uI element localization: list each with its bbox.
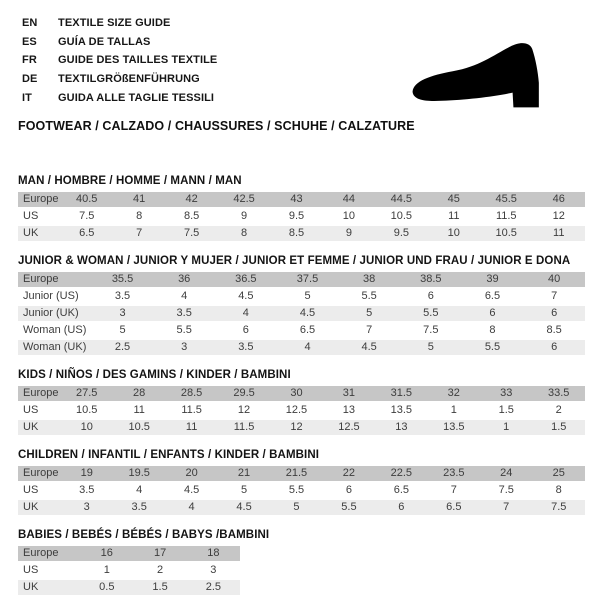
table-row [18,386,585,403]
table-row [18,289,585,306]
size-cell: 29.5 [218,386,270,403]
size-cell: 12.5 [323,420,375,437]
size-cell: 6 [523,340,585,357]
size-cell: 33 [480,386,532,403]
table-row [18,226,585,243]
size-cell: 5.5 [270,483,322,500]
language-label: GUIDE DES TAILLES TEXTILE [58,54,218,67]
size-cell: 4.5 [277,306,339,323]
table-row [18,420,585,437]
table-row [18,403,585,420]
size-cell: 28 [113,386,165,403]
size-cell: 3 [92,306,154,323]
size-cell: 6.5 [277,323,339,340]
size-cell: 11.5 [218,420,270,437]
size-cell: 31.5 [375,386,427,403]
size-table-man [18,192,585,243]
size-cell: 9 [218,209,270,226]
size-cell: 6.5 [462,289,524,306]
size-cell: 42.5 [218,192,270,209]
size-cell: 20 [165,466,217,483]
size-cell: 44.5 [375,192,427,209]
size-cell: 2 [532,403,585,420]
table-row [18,192,585,209]
row-label: Europe [18,386,61,403]
row-label: Junior (UK) [18,306,92,323]
size-cell: 1 [480,420,532,437]
row-label: Woman (UK) [18,340,92,357]
size-cell: 12 [270,420,322,437]
size-cell: 22 [323,466,375,483]
size-cell: 12 [532,209,585,226]
row-label: Junior (US) [18,289,92,306]
size-cell: 7.5 [400,323,462,340]
size-cell: 5 [338,306,400,323]
size-table-section-kids [18,368,585,437]
size-table-section-junior-woman [18,254,585,357]
row-label: Woman (US) [18,323,92,340]
size-cell: 9.5 [375,226,427,243]
size-cell: 4 [277,340,339,357]
size-cell: 9.5 [270,209,322,226]
size-cell: 7.5 [165,226,217,243]
size-cell: 10 [428,226,480,243]
size-cell: 6.5 [428,500,480,517]
size-cell: 44 [323,192,375,209]
size-table-section-children [18,448,585,517]
size-cell: 4.5 [218,500,270,517]
size-cell: 6 [523,306,585,323]
size-cell: 19.5 [113,466,165,483]
size-cell: 2 [133,563,186,580]
size-cell: 5.5 [400,306,462,323]
size-cell: 9 [323,226,375,243]
size-cell: 21.5 [270,466,322,483]
language-code: IT [22,91,32,104]
size-cell: 40 [523,272,585,289]
size-cell: 3.5 [113,500,165,517]
size-cell: 11 [113,403,165,420]
size-cell: 23.5 [428,466,480,483]
size-cell: 6.5 [375,483,427,500]
language-label: TEXTILGRÖßENFÜHRUNG [58,73,200,86]
size-cell: 3.5 [61,483,113,500]
row-label: US [18,563,80,580]
size-cell: 16 [80,546,133,563]
row-label: Europe [18,546,80,563]
size-cell: 11 [532,226,585,243]
size-cell: 4.5 [338,340,400,357]
size-cell: 7 [480,500,532,517]
language-label: GUÍA DE TALLAS [58,35,151,48]
size-table-kids [18,386,585,437]
size-cell: 13.5 [375,403,427,420]
size-cell: 8 [113,209,165,226]
size-cell: 45.5 [480,192,532,209]
table-row [18,563,240,580]
size-table-title: JUNIOR & WOMAN / JUNIOR Y MUJER / JUNIOR ET FEMME / JUNIOR UND FRAU / JUNIOR E DONA [18,254,571,267]
size-cell: 39 [462,272,524,289]
size-cell: 3.5 [215,340,277,357]
size-cell: 8.5 [523,323,585,340]
size-cell: 4 [215,306,277,323]
size-cell: 31 [323,386,375,403]
size-cell: 4.5 [165,483,217,500]
table-row [18,323,585,340]
language-row-en [22,14,600,33]
size-cell: 4.5 [215,289,277,306]
size-cell: 3.5 [153,306,215,323]
size-cell: 7 [113,226,165,243]
size-cell: 27.5 [61,386,113,403]
size-cell: 46 [532,192,585,209]
size-cell: 38 [338,272,400,289]
size-cell: 4 [153,289,215,306]
size-cell: 11 [165,420,217,437]
size-cell: 10.5 [375,209,427,226]
row-label: US [18,209,61,226]
row-label: Europe [18,192,61,209]
size-cell: 3 [61,500,113,517]
size-cell: 21 [218,466,270,483]
size-cell: 43 [270,192,322,209]
size-cell: 24 [480,466,532,483]
size-cell: 4 [113,483,165,500]
size-cell: 5.5 [338,289,400,306]
size-cell: 1.5 [133,580,186,597]
size-cell: 41 [113,192,165,209]
size-cell: 13 [323,403,375,420]
size-cell: 8 [218,226,270,243]
size-cell: 8 [532,483,585,500]
size-cell: 5 [218,483,270,500]
size-cell: 12 [218,403,270,420]
size-cell: 36 [153,272,215,289]
size-cell: 45 [428,192,480,209]
size-cell: 3.5 [92,289,154,306]
size-cell: 8.5 [165,209,217,226]
size-cell: 1.5 [532,420,585,437]
size-cell: 35.5 [92,272,154,289]
size-cell: 30 [270,386,322,403]
size-cell: 11 [428,209,480,226]
row-label: UK [18,500,61,517]
size-cell: 6 [400,289,462,306]
size-cell: 7.5 [61,209,113,226]
size-cell: 8.5 [270,226,322,243]
table-row [18,272,585,289]
table-row [18,546,240,563]
dress-shoe-icon [398,36,578,118]
table-row [18,306,585,323]
size-cell: 37.5 [277,272,339,289]
size-cell: 22.5 [375,466,427,483]
size-cell: 8 [462,323,524,340]
size-cell: 5.5 [462,340,524,357]
size-cell: 10.5 [113,420,165,437]
size-cell: 5.5 [323,500,375,517]
size-cell: 10 [61,420,113,437]
size-cell: 7 [523,289,585,306]
size-table-title: KIDS / NIÑOS / DES GAMINS / KINDER / BAMBINI [18,368,291,381]
size-cell: 28.5 [165,386,217,403]
size-cell: 7 [338,323,400,340]
size-cell: 5.5 [153,323,215,340]
size-cell: 6 [215,323,277,340]
size-cell: 6 [462,306,524,323]
size-cell: 10.5 [480,226,532,243]
size-cell: 5 [270,500,322,517]
row-label: Europe [18,272,92,289]
size-table-section-man [18,174,585,243]
size-cell: 6 [323,483,375,500]
language-code: EN [22,17,38,30]
size-cell: 18 [187,546,240,563]
row-label: UK [18,420,61,437]
size-table-title: MAN / HOMBRE / HOMME / MANN / MAN [18,174,242,187]
size-cell: 5 [277,289,339,306]
row-label: UK [18,580,80,597]
size-table-title: BABIES / BEBÉS / BÉBÉS / BABYS /BAMBINI [18,528,270,541]
size-cell: 5 [400,340,462,357]
row-label: UK [18,226,61,243]
size-cell: 6.5 [61,226,113,243]
row-label: Europe [18,466,61,483]
table-row [18,500,585,517]
size-cell: 3 [187,563,240,580]
size-cell: 10 [323,209,375,226]
language-code: DE [22,73,38,86]
table-row [18,209,585,226]
category-title: FOOTWEAR / CALZADO / CHAUSSURES / SCHUHE / CALZATURE [18,118,415,133]
size-cell: 12.5 [270,403,322,420]
size-table-junior-woman [18,272,585,357]
size-cell: 33.5 [532,386,585,403]
row-label: US [18,403,61,420]
size-cell: 7.5 [532,500,585,517]
size-cell: 36.5 [215,272,277,289]
language-label: TEXTILE SIZE GUIDE [58,17,171,30]
size-cell: 19 [61,466,113,483]
size-cell: 38.5 [400,272,462,289]
size-table-children [18,466,585,517]
table-row [18,466,585,483]
size-cell: 10.5 [61,403,113,420]
size-cell: 3 [153,340,215,357]
size-cell: 0.5 [80,580,133,597]
size-cell: 42 [165,192,217,209]
size-table-title: CHILDREN / INFANTIL / ENFANTS / KINDER / BAMBINI [18,448,320,461]
table-row [18,580,240,597]
size-cell: 25 [532,466,585,483]
size-cell: 17 [133,546,186,563]
size-cell: 7.5 [480,483,532,500]
size-cell: 7 [428,483,480,500]
size-cell: 1.5 [480,403,532,420]
language-label: GUIDA ALLE TAGLIE TESSILI [58,91,215,104]
size-cell: 11.5 [480,209,532,226]
size-cell: 6 [375,500,427,517]
size-table-babies [18,546,240,597]
table-row [18,483,585,500]
size-cell: 13.5 [428,420,480,437]
table-row [18,340,585,357]
size-cell: 11.5 [165,403,217,420]
size-cell: 1 [80,563,133,580]
size-cell: 13 [375,420,427,437]
size-cell: 2.5 [187,580,240,597]
size-cell: 32 [428,386,480,403]
size-cell: 4 [165,500,217,517]
size-cell: 5 [92,323,154,340]
size-cell: 1 [428,403,480,420]
size-table-section-babies [18,528,585,597]
size-cell: 40.5 [61,192,113,209]
language-code: FR [22,54,37,67]
language-code: ES [22,35,37,48]
size-cell: 2.5 [92,340,154,357]
size-tables [18,174,585,597]
row-label: US [18,483,61,500]
